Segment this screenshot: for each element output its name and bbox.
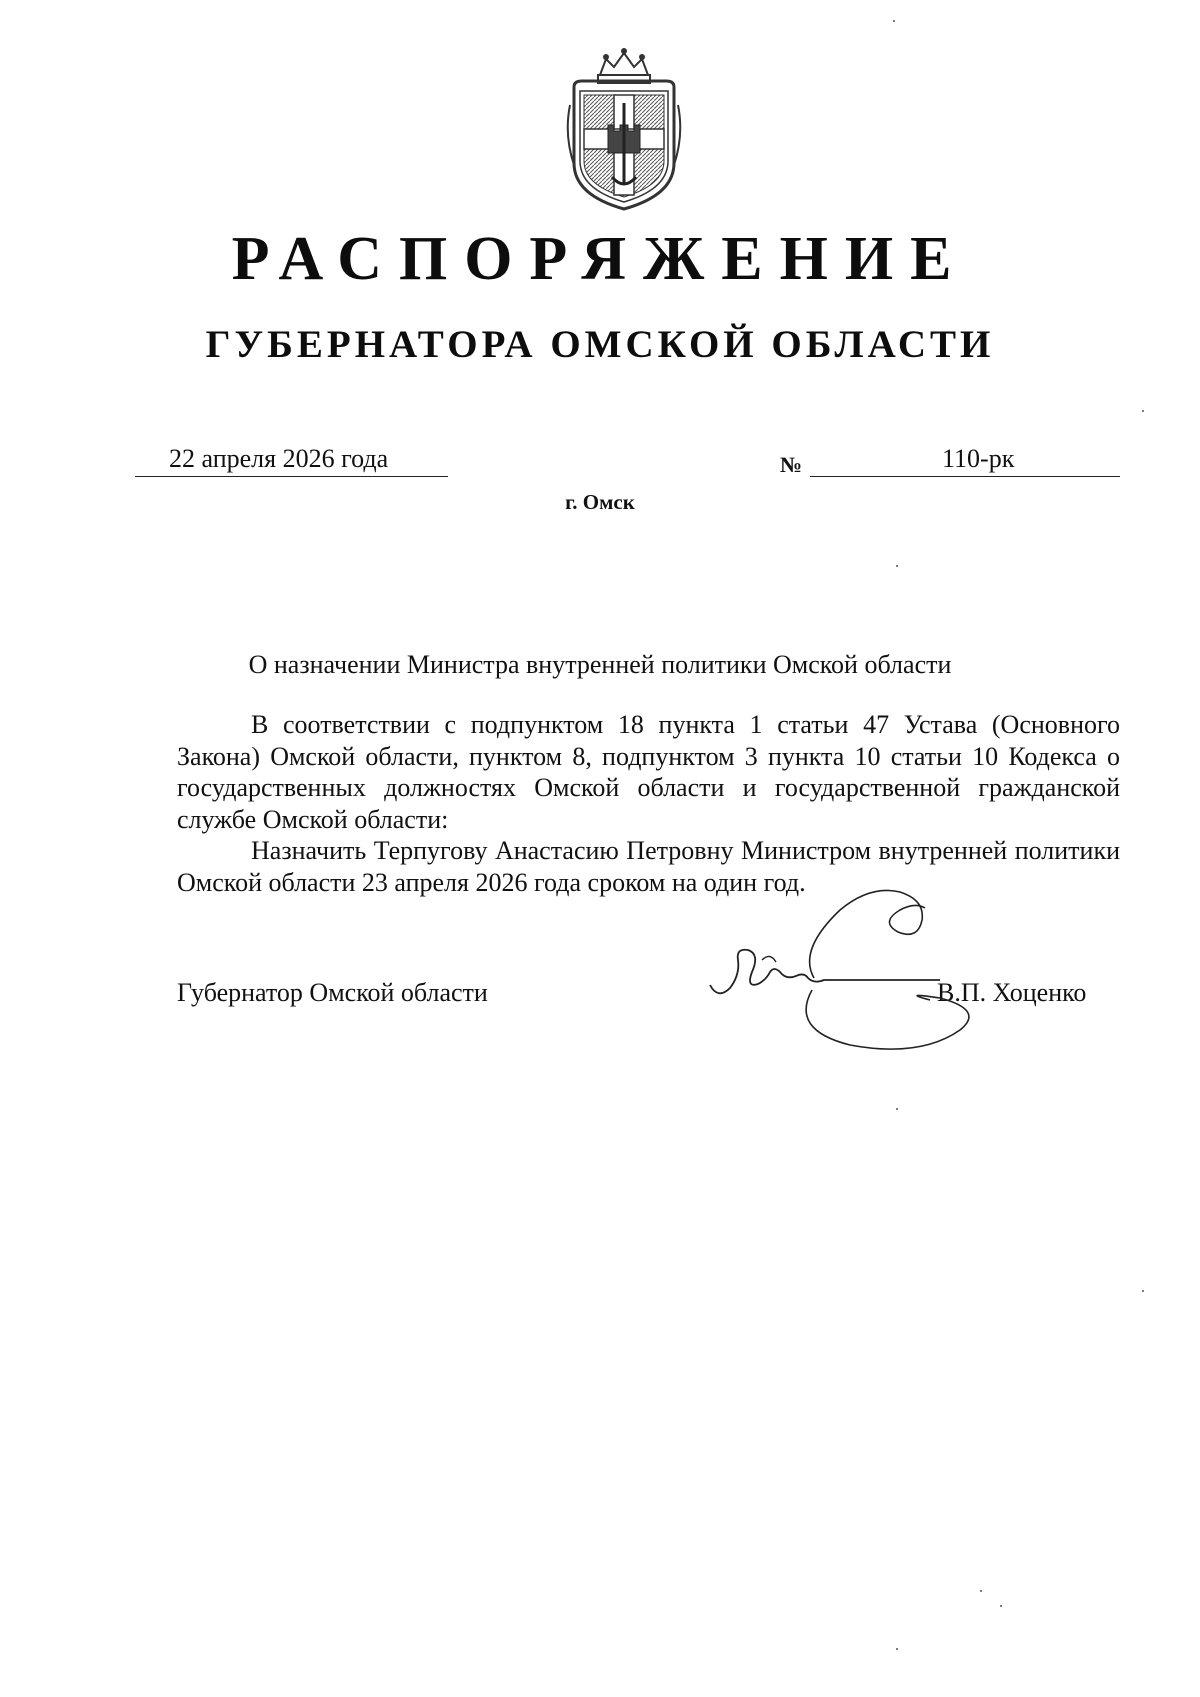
body-paragraph: В соответствии с подпунктом 18 пункта 1 статьи 47 Устава (Основного Закона) Омской области, пунктом 8, подпунктом 3 пункта 10 статьи 10 Кодекса о государственных должностях Омской области и государственной гражданской службе Омской области: (177, 710, 1120, 834)
scan-speck (896, 1648, 898, 1650)
scan-speck (980, 1590, 982, 1592)
city-label: г. Омск (565, 490, 635, 514)
document-subtitle: ГУБЕРНАТОРА ОМСКОЙ ОБЛАСТИ (205, 323, 995, 366)
date-field (135, 444, 448, 477)
signer-name: В.П. Хоценко (937, 978, 1087, 1007)
scan-speck (896, 565, 898, 567)
coat-of-arms-icon (562, 45, 687, 213)
scan-speck (1142, 410, 1144, 412)
scan-speck (1000, 1605, 1002, 1607)
number-field (810, 444, 1120, 477)
scan-speck (896, 1108, 898, 1110)
number-label: № (780, 452, 803, 477)
number-value: 110-рк (942, 444, 1015, 473)
document-subject: О назначении Министра внутренней политики Омской области (248, 650, 952, 679)
signer-title: Губернатор Омской области (177, 978, 488, 1007)
body-paragraph: Назначить Терпугову Анастасию Петровну Министром внутренней политики Омской области 23 апреля 2026 года сроком на один год. (177, 836, 1120, 897)
scan-speck (1142, 1290, 1144, 1292)
date-value: 22 апреля 2026 года (169, 444, 389, 473)
signature-icon (700, 880, 1030, 1055)
scan-speck (893, 20, 895, 22)
document-title: РАСПОРЯЖЕНИЕ (231, 225, 969, 293)
document-body (177, 709, 1120, 898)
